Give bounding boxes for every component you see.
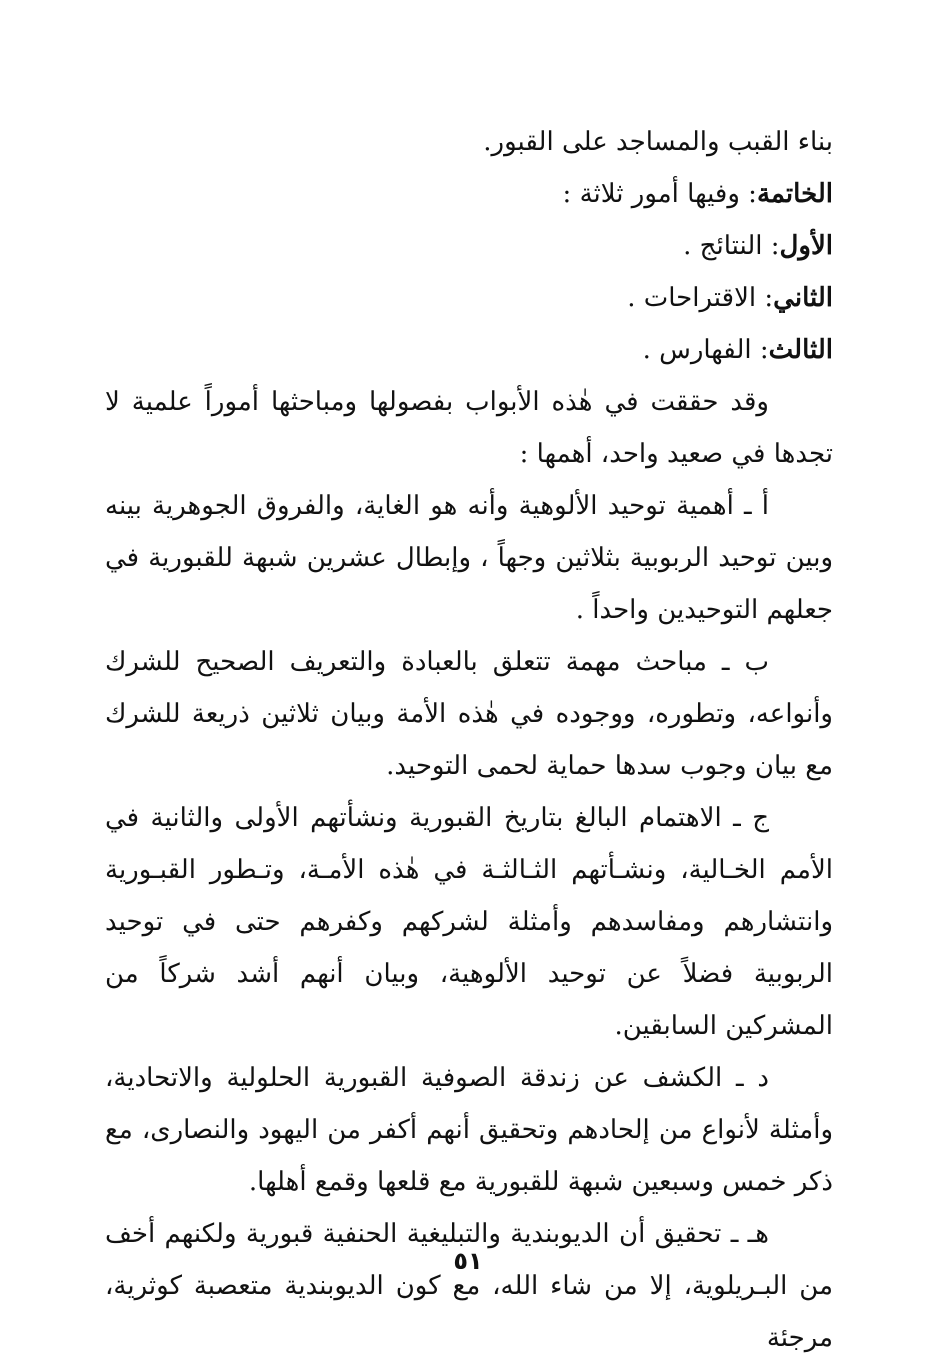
third-item-line — [105, 324, 833, 376]
conclusion-label: الخاتمة — [756, 179, 833, 209]
conclusion-line — [105, 168, 833, 220]
third-item-separator: : — [751, 335, 769, 365]
third-item-label: الثالث — [768, 335, 833, 365]
paragraph-e: هـ ـ تحقيق أن الديوبندية والتبليغية الحنفية قبورية ولكنهم أخف من البـريلوية، إلا من شاء الله، مع كون الديوبندية متعصبة كوثرية، مرجئة — [105, 1219, 833, 1353]
paragraph-intro: وقد حققت في هٰذه الأبواب بفصولها ومباحثها أموراً علمية لا تجدها في صعيد واحد، أهمها : — [105, 387, 833, 469]
first-item-line — [105, 220, 833, 272]
first-item-separator: : — [762, 231, 780, 261]
second-item-label: الثاني — [773, 283, 833, 313]
paragraph-b: ب ـ مباحث مهمة تتعلق بالعبادة والتعريف الصحيح للشرك وأنواعه، وتطوره، ووجوده في هٰذه الأمة وبيان ثلاثين ذريعة للشرك مع بيان وجوب سدها حماية لحمى التوحيد. — [105, 647, 833, 781]
conclusion-text: وفيها أمور ثلاثة : — [562, 179, 740, 209]
second-item-text: الاقتراحات . — [627, 283, 757, 313]
paragraph-a: أ ـ أهمية توحيد الألوهية وأنه هو الغاية، والفروق الجوهرية بينه وبين توحيد الربوبية بثلاثين وجهاً ، وإبطال عشرين شبهة للقبورية في جعلهم التوحيدين واحداً . — [105, 491, 833, 625]
page-body — [105, 116, 833, 1364]
second-item-line — [105, 272, 833, 324]
paragraph-c: ج ـ الاهتمام البالغ بتاريخ القبورية ونشأتهم الأولى والثانية في الأمم الخـالية، ونشـأتهم الثـالثـة في هٰذه الأمـة، وتـطور القبـورية وانتشارهم ومفاسدهم وأمثلة لشركهم وكفرهم حتى في توحيد الربوبية فضلاً عن توحيد الألوهية، وبيان أنهم أشد شركاً من المشركين السابقين. — [105, 803, 833, 1041]
first-item-text: النتائج . — [683, 231, 763, 261]
intro-line: بناء القبب والمساجد على القبور. — [483, 127, 833, 157]
third-item-text: الفهارس . — [642, 335, 752, 365]
page-number: ٥١ — [453, 1247, 483, 1275]
paragraph-d: د ـ الكشف عن زندقة الصوفية القبورية الحلولية والاتحادية، وأمثلة لأنواع من إلحادهم وتحقيق أنهم أكفر من اليهود والنصارى، مع ذكر خمس وسبعين شبهة للقبورية مع قلعها وقمع أهلها. — [105, 1063, 833, 1197]
first-item-label: الأول — [779, 231, 833, 261]
conclusion-separator: : — [739, 179, 757, 209]
second-item-separator: : — [756, 283, 774, 313]
